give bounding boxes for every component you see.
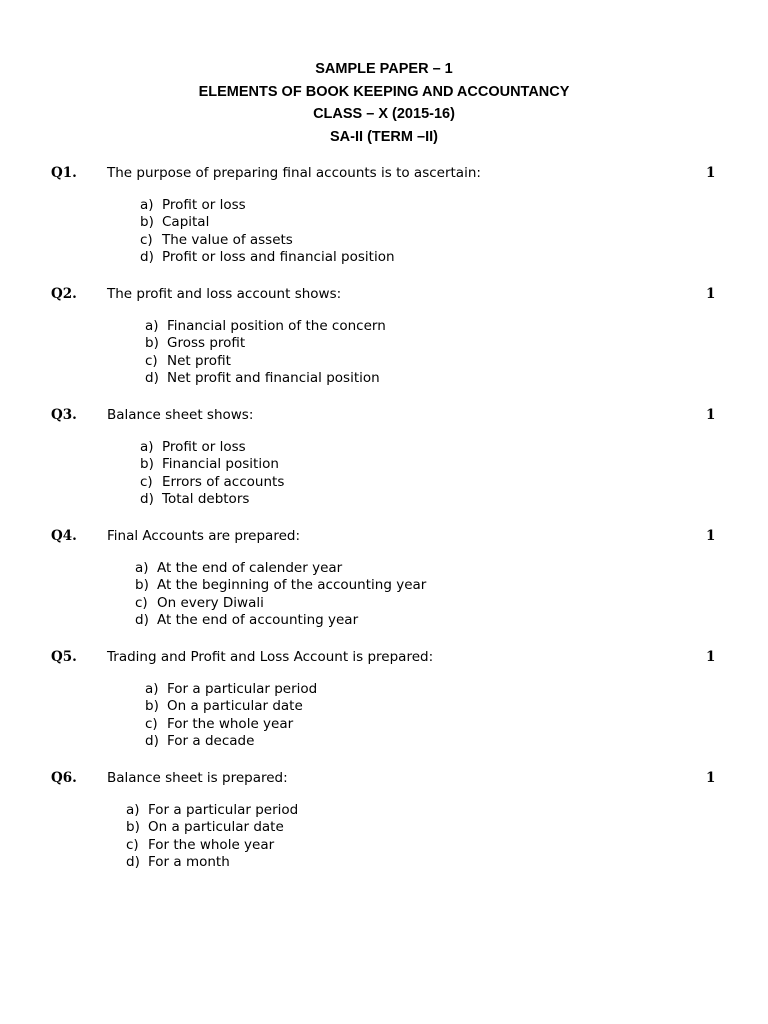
option-letter: d) [135, 611, 149, 628]
option-c [140, 232, 395, 249]
option-letter: d) [145, 732, 159, 749]
option-c [126, 837, 298, 854]
option-letter: a) [126, 802, 140, 818]
option-b [126, 819, 298, 836]
question-marks: 1 [706, 649, 716, 665]
option-text: Financial position of the concern [167, 318, 386, 334]
option-letter: d) [126, 853, 140, 870]
question-marks: 1 [706, 770, 716, 786]
option-d [126, 854, 298, 871]
option-b [140, 214, 395, 231]
option-text: Profit or loss and financial position [162, 248, 395, 265]
option-letter: a) [140, 197, 154, 213]
question-number: Q2. [51, 286, 77, 302]
option-b [140, 456, 284, 473]
option-text: Capital [162, 214, 210, 231]
option-a [145, 681, 317, 698]
paper-title: SAMPLE PAPER – 1 [315, 61, 453, 77]
option-letter: b) [135, 577, 149, 594]
question-number: Q3. [51, 407, 77, 423]
option-text: Profit or loss [162, 439, 246, 455]
option-a [140, 439, 284, 456]
option-b [135, 577, 426, 594]
option-letter: b) [145, 335, 159, 352]
question-marks: 1 [706, 165, 716, 181]
option-letter: a) [145, 318, 159, 334]
option-d [145, 733, 317, 750]
option-c [145, 716, 317, 733]
question-number: Q5. [51, 649, 77, 665]
question-marks: 1 [706, 286, 716, 302]
option-letter: c) [145, 715, 158, 732]
question-marks: 1 [706, 407, 716, 423]
option-c [145, 353, 386, 370]
option-text: For the whole year [148, 836, 275, 853]
option-text: Errors of accounts [162, 473, 285, 490]
option-d [135, 612, 426, 629]
option-list [140, 439, 284, 508]
option-text: For a decade [167, 732, 255, 749]
option-letter: c) [140, 231, 153, 248]
option-text: For the whole year [167, 715, 294, 732]
option-a [126, 802, 298, 819]
paper-header [0, 58, 768, 148]
option-letter: c) [135, 594, 148, 611]
option-letter: d) [145, 369, 159, 386]
option-letter: c) [145, 352, 158, 369]
term-line: SA-II (TERM –II) [330, 128, 438, 145]
option-d [140, 491, 284, 508]
option-a [140, 197, 395, 214]
option-text: Net profit [167, 352, 231, 369]
option-letter: b) [140, 456, 154, 473]
option-b [145, 335, 386, 352]
question-text: Balance sheet shows: [107, 407, 254, 423]
option-letter: c) [140, 473, 153, 490]
option-letter: a) [135, 560, 149, 576]
option-text: Profit or loss [162, 197, 246, 213]
question-number: Q1. [51, 165, 77, 181]
question-number: Q4. [51, 528, 77, 544]
option-text: Total debtors [162, 490, 250, 507]
option-text: For a particular period [148, 802, 299, 818]
option-d [140, 249, 395, 266]
option-text: On a particular date [167, 698, 303, 715]
option-text: At the end of accounting year [157, 611, 359, 628]
option-text: At the end of calender year [157, 560, 343, 576]
question-text: Final Accounts are prepared: [107, 528, 301, 544]
option-list [145, 681, 317, 750]
question-text: The profit and loss account shows: [107, 286, 342, 302]
option-b [145, 698, 317, 715]
option-list [126, 802, 298, 871]
option-letter: d) [140, 248, 154, 265]
option-letter: b) [140, 214, 154, 231]
option-letter: a) [145, 681, 159, 697]
option-c [135, 595, 426, 612]
subject-title: ELEMENTS OF BOOK KEEPING AND ACCOUNTANCY [198, 83, 570, 100]
option-letter: c) [126, 836, 139, 853]
option-text: For a month [148, 853, 230, 870]
question-marks: 1 [706, 528, 716, 544]
option-list [140, 197, 395, 266]
question-text: Trading and Profit and Loss Account is prepared: [107, 649, 434, 665]
option-c [140, 474, 284, 491]
option-text: On every Diwali [157, 594, 264, 611]
option-letter: d) [140, 490, 154, 507]
option-text: At the beginning of the accounting year [157, 577, 427, 594]
question-text: Balance sheet is prepared: [107, 770, 288, 786]
option-text: Financial position [162, 456, 279, 473]
option-a [135, 560, 426, 577]
question-text: The purpose of preparing final accounts is to ascertain: [107, 165, 481, 181]
question-number: Q6. [51, 770, 77, 786]
option-letter: a) [140, 439, 154, 455]
option-letter: b) [126, 819, 140, 836]
option-list [145, 318, 386, 387]
option-letter: b) [145, 698, 159, 715]
option-text: Gross profit [167, 335, 246, 352]
option-text: The value of assets [162, 231, 293, 248]
option-a [145, 318, 386, 335]
class-line: CLASS – X (2015-16) [313, 106, 455, 122]
option-text: Net profit and financial position [167, 369, 380, 386]
option-list [135, 560, 426, 629]
option-text: On a particular date [148, 819, 284, 836]
option-d [145, 370, 386, 387]
option-text: For a particular period [167, 681, 318, 697]
